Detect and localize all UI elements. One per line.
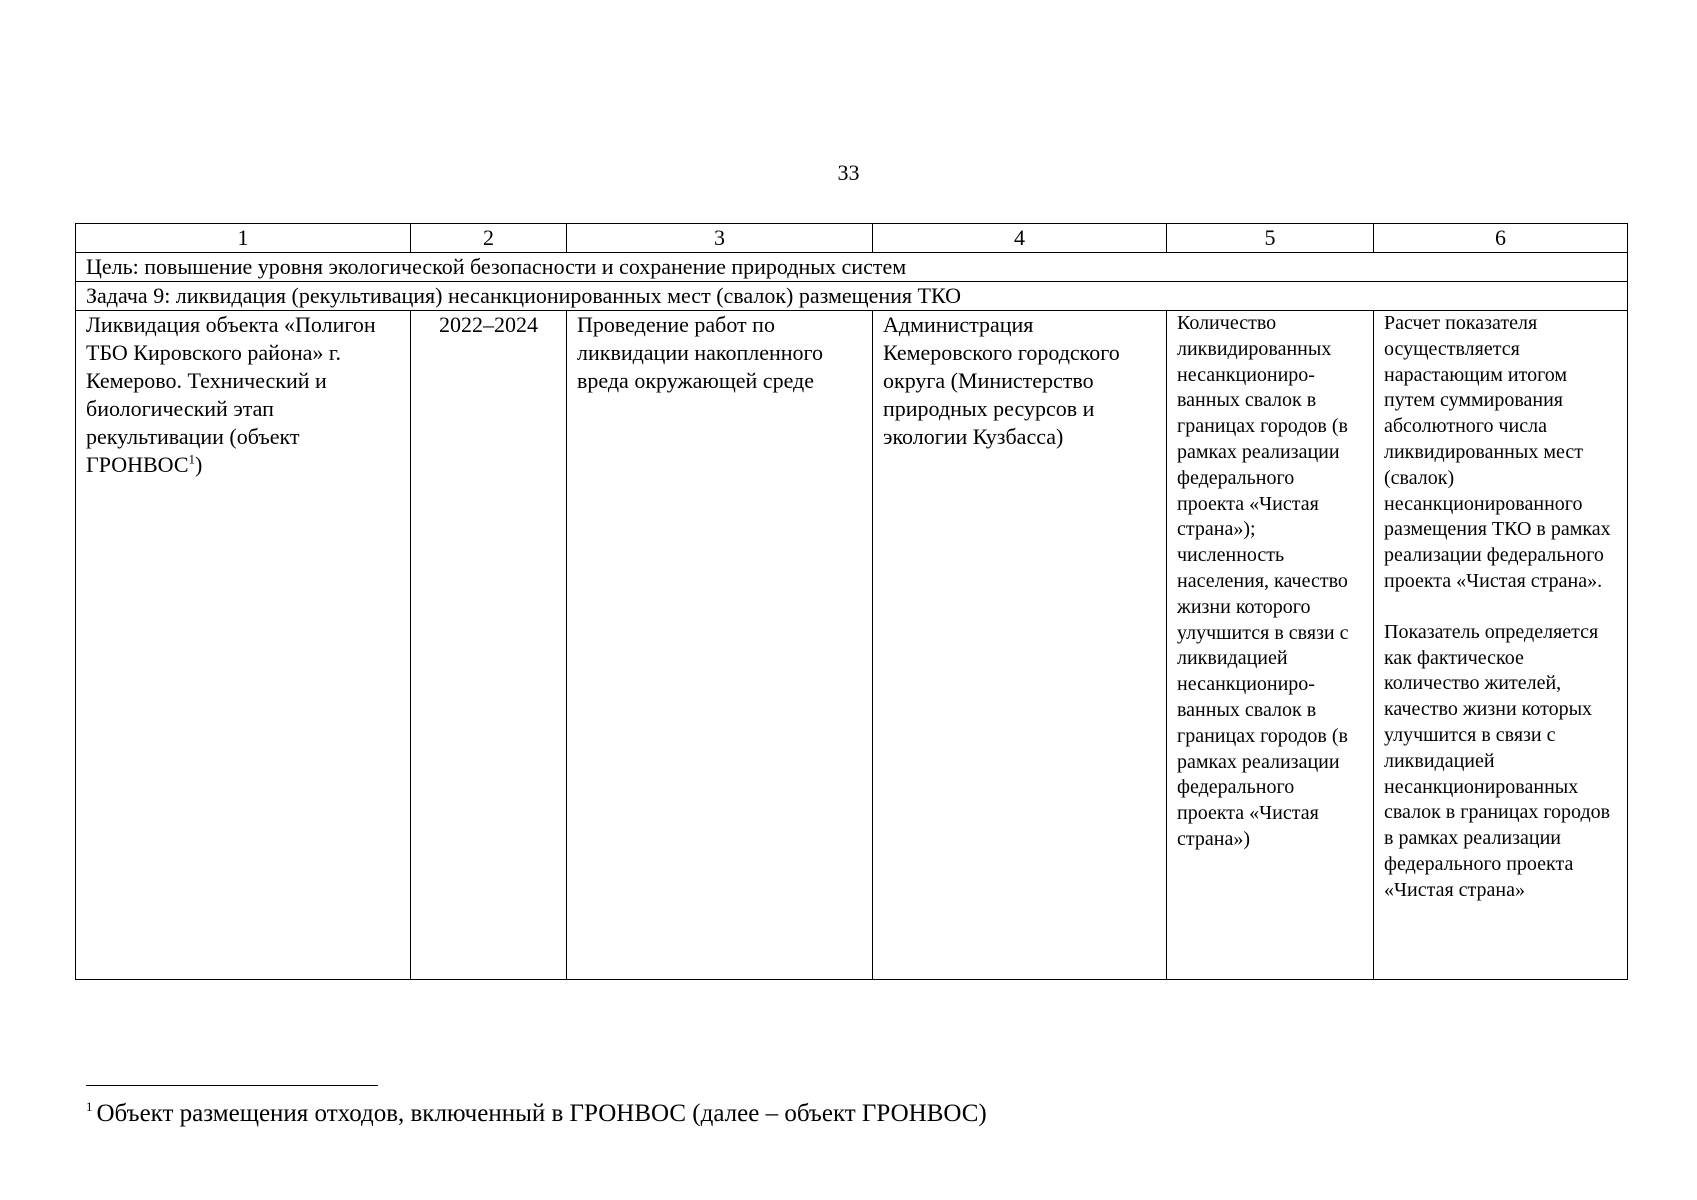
- measure-cell: [76, 311, 411, 980]
- method-cell: [1374, 311, 1628, 980]
- column-header-4: 4: [873, 224, 1167, 253]
- task-row: [76, 282, 1628, 311]
- paragraph-gap: [1384, 595, 1617, 620]
- footnote-separator: [86, 1085, 378, 1086]
- method-paragraph-1: Расчет показателя осуществляется нарастающим итогом путем суммирования абсолютного числа ликвидированных мест (свалок) несанкционированного размещения ТКО в рамках реализации федерального проекта «Чистая страна».: [1384, 312, 1611, 592]
- footnote-marker: 1: [86, 1099, 93, 1114]
- content-cell: Проведение работ по ликвидации накопленного вреда окружающей среде: [567, 311, 873, 980]
- task-text: Задача 9: ликвидация (рекультивация) несанкционированных мест (свалок) размещения ТКО: [76, 282, 1628, 311]
- goal-row: [76, 253, 1628, 282]
- table-header-row: [76, 224, 1628, 253]
- footnote-ref[interactable]: 1: [188, 451, 196, 467]
- page-number: 33: [837, 160, 860, 185]
- column-header-1: 1: [76, 224, 411, 253]
- measure-text-tail: ): [195, 452, 203, 477]
- column-header-3: 3: [567, 224, 873, 253]
- period-cell: 2022–2024: [411, 311, 567, 980]
- indicator-cell: Количество ликвидированных несанкционирo-ванных свалок в границах городов (в рамках реализации федерального проекта «Чистая страна»); численность населения, качество жизни которого улучшится в связи с ликвидацией несанкционирo-ванных свалок в границах городов (в рамках реализации федерального проекта «Чистая страна»): [1167, 311, 1374, 980]
- footnote: [86, 1100, 987, 1128]
- measure-text: Ликвидация объекта «Полигон ТБО Кировского района» г. Кемерово. Технический и биологический этап рекультивации (объект ГРОНВОС: [86, 312, 376, 477]
- table-row: [76, 311, 1628, 980]
- measures-table: [75, 223, 1628, 980]
- column-header-6: 6: [1374, 224, 1628, 253]
- column-header-5: 5: [1167, 224, 1374, 253]
- footnote-text: Объект размещения отходов, включенный в ГРОНВОС (далее – объект ГРОНВОС): [96, 1100, 987, 1127]
- column-header-2: 2: [411, 224, 567, 253]
- method-paragraph-2: Показатель определяется как фактическое количество жителей, качество жизни которых улучшится в связи с ликвидацией несанкционированных свалок в границах городов в рамках реализации федерального проекта «Чистая страна»: [1384, 620, 1611, 901]
- executor-cell: Администрация Кемеровского городского округа (Министерство природных ресурсов и экологии Кузбасса): [873, 311, 1167, 980]
- goal-text: Цель: повышение уровня экологической безопасности и сохранение природных систем: [76, 253, 1628, 282]
